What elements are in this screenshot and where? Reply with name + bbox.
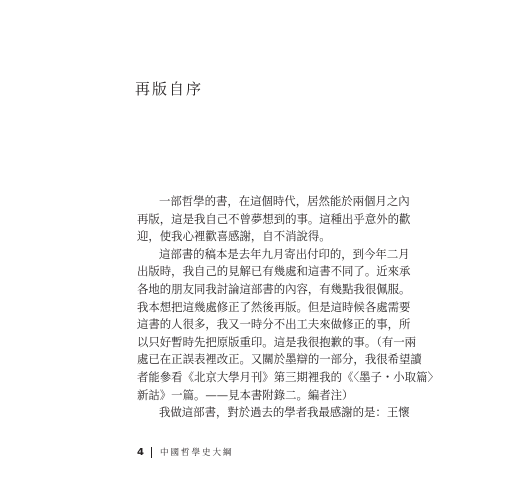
text-line: 各地的朋友同我討論這部書的內容，有幾點我很佩服。 [137,281,411,296]
page-footer [137,445,233,459]
footer-divider [151,447,152,458]
text-line: 新詁》一篇。——見本書附錄二。編者注） [137,387,354,402]
text-line: 我做這部書，對於過去的學者我最感謝的是：王懷 [159,405,410,420]
text-line: 者能參看《北京大學月刊》第三期裡我的《〈墨子・小取篇〉 [137,369,439,384]
text-line: 一部哲學的書，在這個時代，居然能於兩個月之內 [159,194,410,208]
text-line: 這部書的稿本是去年九月寄出付印的，到今年二月 [159,246,410,261]
text-line: 我本想把這幾處修正了然後再版。但是這時候各處需要 [137,299,411,314]
text-line: 這書的人很多，我又一時分不出工夫來做修正的事，所 [137,317,411,332]
running-book-title: 中國哲學史大綱 [159,448,234,458]
body-text [137,193,439,422]
text-line: 迎，使我心裡歡喜感謝，自不消說得。 [137,229,331,244]
chapter-title: 再版自序 [135,80,204,98]
text-line: 出版時，我自己的見解已有幾處和這書不同了。近來承 [137,264,411,279]
text-line: 再版，這是我自己不曾夢想到的事。這種出乎意外的歡 [137,211,411,226]
text-line: 處已在正誤表裡改正。又關於墨辯的一部分，我很希望讀 [137,352,422,367]
page-number: 4 [137,446,144,458]
text-line: 以只好暫時先把原版重印。這是我很抱歉的事。（有一兩 [137,334,417,349]
